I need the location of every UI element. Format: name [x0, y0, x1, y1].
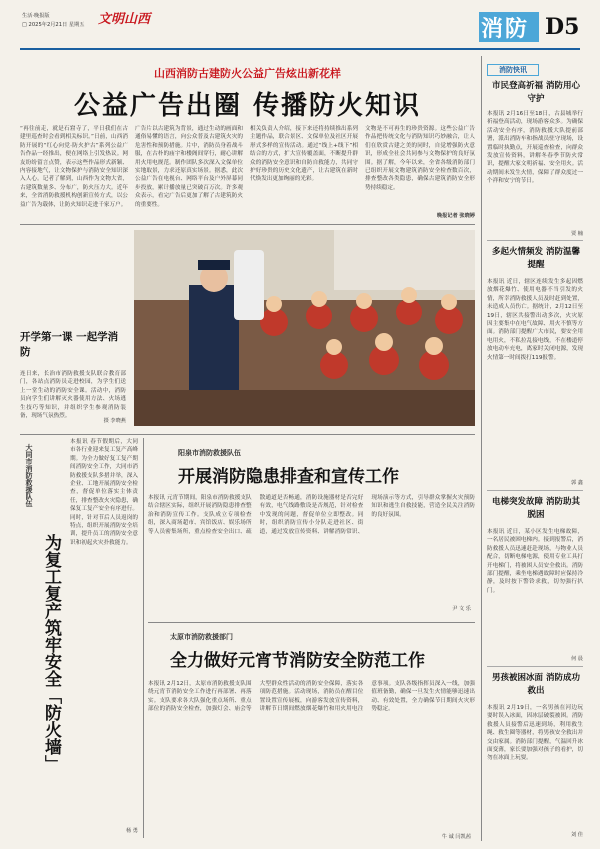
- article2-title: 全力做好元宵节消防安全防范工作: [170, 651, 425, 671]
- article1-author: 尹 文 乐: [452, 606, 471, 612]
- article2-unit: 太原市消防救援部门: [170, 633, 233, 641]
- top-col-4: 文物是不可再生的珍贵资源。这些公益广告作品把传统文化与消防知识巧妙融合，让人们在欣赏古建之美的同时，自觉增强防火意识，形成全社会共同参与文物保护的良好氛围。据了解，今年以来，全省各级消防部门已组织开展文物建筑消防安全检查数百次，排查整改各类隐患，确保古建筑消防安全形势持续稳定。: [365, 126, 475, 191]
- section-title: 消防: [481, 16, 530, 42]
- article-divider: [148, 622, 475, 623]
- sidebar-divider: [481, 56, 482, 841]
- news-3-author: 何 晨: [570, 656, 583, 662]
- news-1-author: 贾 楠: [570, 231, 583, 237]
- vertical-article: [20, 438, 140, 838]
- page-number: D5: [545, 14, 580, 40]
- sidebar-brand-box: [487, 64, 539, 76]
- photo-credit: 摄 李晓燕: [103, 418, 126, 424]
- sidebar-rule-1: [487, 240, 583, 241]
- news-4-author: 刘 佳: [570, 832, 583, 838]
- vertical-body: 本报讯 春节假期后，大同市各行业迎来复工复产高峰期。为全力做好复工复产期间消防安全工作，大同市消防救援支队多措并举，深入企业、工地开展消防安全检查，督促单位落实主体责任，排查整改火灾隐患，确保复工复产安全有序进行。同时，针对节后人员返岗的特点，组织开展消防安全培训，提升员工的消防安全意识和初起火灾扑救能力。: [70, 439, 138, 546]
- top-col-2: 广告片以古建筑为背景，通过生动的画面和通俗易懂的语言，向公众普及古建筑火灾的危害性和预防措施。片中，消防员身着战斗服，在古朴的庙宇和楼阁间穿行，耐心讲解用火用电规范。制作团队多次深入文保单位实地取景，力求还原真实场景。据悉，此次公益广告在电视台、网络平台及户外屏幕同步投放，累计播放量已突破百万次。许多观众表示，看完广告后更加了解了古建筑防火的重要性。: [135, 126, 243, 208]
- vertical-unit: 大同市消防救援队伍: [25, 444, 33, 507]
- article1-title: 开展消防隐患排查和宣传工作: [178, 467, 399, 487]
- top-article: [20, 53, 475, 223]
- top-headline: 公益广告出圈 传播防火知识: [73, 91, 422, 121]
- article1-body: 本报讯 元宵节期间，阳泉市消防救援支队结合辖区实际，组织开展消防隐患排查整治和消防宣传工作。支队成立专项检查组，深入商场超市、宾馆饭店、娱乐场所等人员密集场所，重点检查安全出口、疏散通道是否畅通，消防设施器材是否完好有效，电气线路敷设是否规范，针对检查中发现的问题，督促单位立即整改。同时，组织消防宣传小分队走进社区、街道，通过发放宣传资料、讲解消防常识、现场演示等方式，引导群众掌握火灾预防知识和逃生自救技能，营造全民关注消防的良好氛围。: [148, 495, 475, 535]
- article1-unit: 阳泉市消防救援队伍: [178, 449, 241, 457]
- divider-top: [20, 224, 475, 225]
- top-credit: 晚报记者 张晓婷: [436, 213, 475, 219]
- top-col-3: 相关负责人介绍，接下来还将持续推出系列主题作品，联合景区、文保单位及社区开展形式多样的宣传活动。通过“线上+线下”相结合的方式，扩大宣传覆盖面，不断提升群众的消防安全意识和自防自救能力，共同守护好珍贵的历史文化遗产，让古建筑在新时代焕发出更加绚丽的光彩。: [250, 126, 358, 183]
- vertical-author: 杨 勇: [125, 828, 138, 834]
- article2-author: 牛 诚 闫凯茜: [441, 834, 471, 840]
- sidebar-brand: 消防快讯: [499, 66, 527, 74]
- news-sidebar: [487, 56, 583, 846]
- news-1-body: 本报讯 2月16日至18日，古县城举行祈福登高活动，现场游客众多。为确保活动安全有序，消防救援大队提前部署，派出消防车和指战员驻守现场，设置临时执勤点，开展巡查检查，向群众发放宣传资料，讲解冬春季节防火常识，提醒大家文明祈福、安全用火。活动期间未发生火情，保障了群众度过一个祥和安宁的节日。: [487, 111, 583, 185]
- news-1-title: 市民登高祈福 消防用心守护: [492, 81, 580, 104]
- sidebar-rule-3: [487, 666, 583, 667]
- article-taiyuan: [148, 624, 475, 846]
- top-col-1: “再往前走，就是石窟寺了，平日我们在古建里巡查时会看到相关标识。”日前，山西消防开展的“红心向党·防火护古”系列公益广告作品一经推出，便在网络上引发热议。网友纷纷留言点赞，表示这些作品形式新颖、内容接地气，让文物保护与消防安全知识深入人心。记者了解到，山西作为文物大省，古建筑数量多、分布广，防火压力大。近年来，全省消防救援机构创新宣传方式，以公益广告为载体，让防火知识走进千家万户。: [20, 126, 128, 208]
- paper-name: 生活·晚报版: [22, 13, 50, 19]
- news-2-title: 多起火情频发 消防温馨提醒: [492, 247, 580, 270]
- column-logo: 文明山西: [98, 12, 151, 27]
- photo-caption: [20, 230, 130, 430]
- news-3-title: 电梯突发故障 消防助其脱困: [492, 497, 580, 520]
- news-2-body: 本报讯 近日，辖区连续发生多起因燃放烟花爆竹、使用电器不当引发的火情，所幸消防救援人员及时赶到处置，未造成人员伤亡。据统计，2月12日至19日，辖区共接警出动多次，火灾原因主要集中在电气故障、用火不慎等方面。消防部门提醒广大市民，要安全用电用火，不私拉乱接电线，不在楼道停放电动车充电，离家时关闭电源，发现火情第一时间拨打119报警。: [487, 279, 583, 361]
- news-2-author: 郭 鑫: [570, 480, 583, 486]
- issue-date: □ 2025年2月21日 星期五: [22, 22, 85, 28]
- news-photo: [134, 230, 475, 426]
- vertical-title: 为复工复产筑牢安全「防火墙」: [41, 534, 61, 772]
- article-yangquan: [148, 438, 475, 618]
- masthead: [0, 0, 600, 52]
- news-4-title: 男孩被困冰面 消防成功救出: [492, 673, 580, 696]
- photo-bottom-rule: [20, 434, 475, 435]
- vertical-divider: [143, 438, 144, 838]
- masthead-rule: [20, 48, 580, 50]
- sidebar-rule-2: [487, 490, 583, 491]
- article2-body: 本报讯 2月12日，太原市消防救援支队围绕元宵节消防安全工作进行再部署、再落实。支队要求各大队强化重点场所、重点部位的消防安全检查，加强灯会、庙会等大型群众性活动的消防安全保障，落实各项防范措施。活动现场，消防员在醒目位置设置宣传展板，向游客发放宣传资料，讲解节日期间燃放烟花爆竹和用火用电注意事项。支队各级指挥员深入一线，加强值班备勤，确保一旦发生火情能够迅速出动、有效处置，全力确保节日期间火灾形势稳定。: [148, 681, 475, 713]
- photo-title: 开学第一课 一起学消防: [20, 331, 119, 358]
- news-4-body: 本报讯 2月19日，一名男孩在河边玩耍时误入冰面，因冰层破裂被困。消防救援人员接警后迅速到场，利用救生绳、救生圈等器材，将男孩安全救出并交由家属。消防部门提醒，气温回升冰面变薄，家长要加强对孩子的看护，切勿在冰面上玩耍。: [487, 705, 583, 762]
- news-3-body: 本报讯 近日，某小区发生电梯故障，一名居民被困电梯内。接到报警后，消防救援人员迅速赶赴现场，与物业人员配合，切断电梯电源，使用专业工具打开电梯门，将被困人员安全救出。消防部门提醒，乘坐电梯遇故障时应保持冷静，及时按下警铃求救，切勿强行扒门。: [487, 529, 583, 594]
- top-kicker: 山西消防古建防火公益广告炫出新花样: [154, 67, 341, 80]
- photo-caption-body: 连日来，长治市消防救援支队联合教育部门，各站点消防员走进校园，为学生们送上一堂生动的消防安全课。活动中，消防员向学生们讲解灭火器使用方法、火场逃生技巧等知识，并组织学生参观消防装备，现场气氛热烈。: [20, 371, 126, 420]
- photo-illustration: [134, 230, 475, 426]
